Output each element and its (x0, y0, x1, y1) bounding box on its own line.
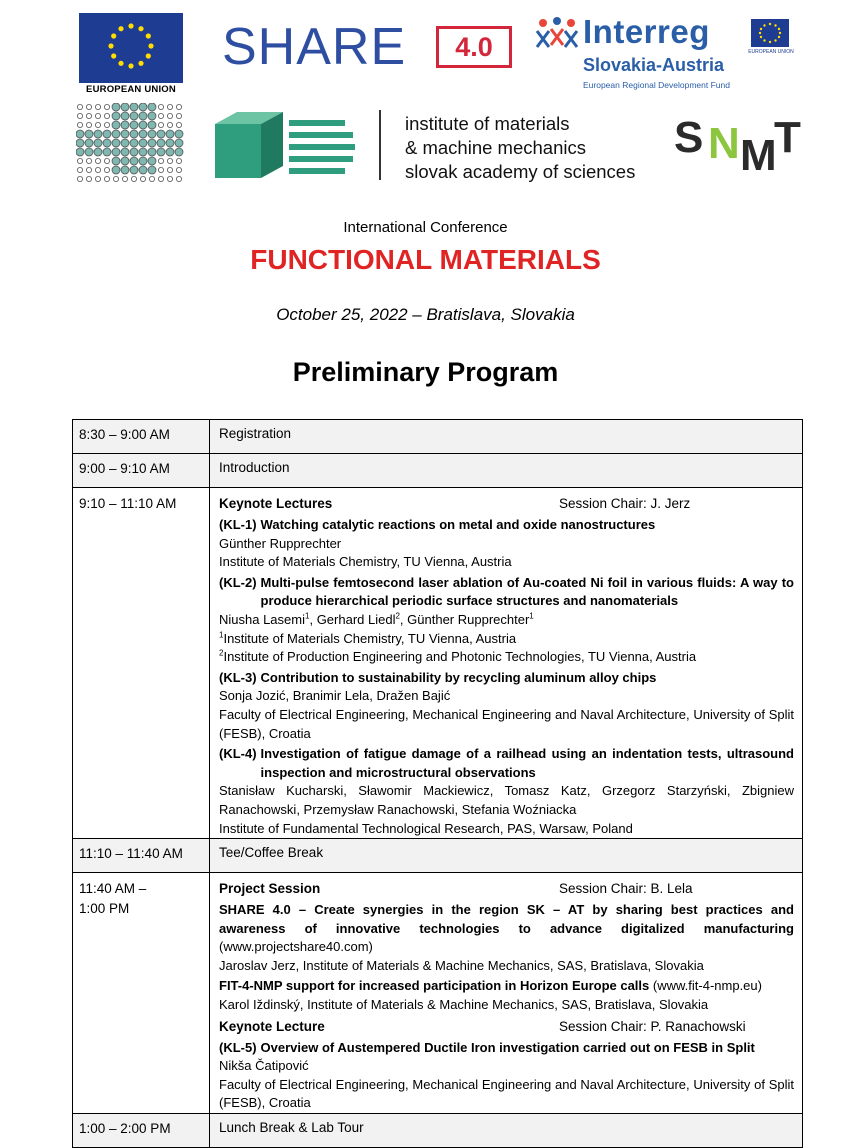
session-chair: Session Chair: P. Ranachowski (559, 1018, 746, 1034)
affil-mark: 2 (395, 611, 400, 621)
talk-title (219, 516, 794, 535)
session-title: Keynote Lecture (219, 1018, 325, 1034)
talk-url: (www.fit-4-nmp.eu) (652, 978, 762, 994)
table-row (73, 420, 803, 454)
table-row (73, 1114, 803, 1148)
program-table (72, 419, 803, 1148)
conference-title: FUNCTIONAL MATERIALS (250, 244, 601, 275)
time-line: 1:00 PM (79, 901, 130, 917)
time-cell: 11:10 – 11:40 AM (73, 839, 210, 873)
time-cell: 9:00 – 9:10 AM (73, 454, 210, 488)
talk-authors: Günther Rupprechter (219, 535, 342, 551)
talk-title (219, 901, 794, 957)
session-chair: Session Chair: B. Lela (559, 881, 693, 897)
content-cell (210, 488, 803, 839)
session-header (219, 879, 794, 899)
talk-title (219, 1039, 794, 1058)
talk-id: (KL-3) (219, 669, 257, 685)
institute-divider (379, 110, 381, 180)
affil-mark: 1 (219, 630, 224, 640)
table-row (73, 873, 803, 1114)
author: Niusha Lasemi (219, 611, 305, 627)
interreg-flag-caption: EUROPEAN UNION (748, 49, 794, 55)
time-line: 11:40 AM – (79, 881, 147, 897)
time-cell: 8:30 – 9:00 AM (73, 420, 210, 454)
conference-date: October 25, 2022 – Bratislava, Slovakia (276, 305, 575, 324)
snmt-logo (674, 113, 814, 183)
eu-logo (79, 13, 183, 95)
institute-line: slovak academy of sciences (405, 161, 636, 182)
talk-title-text: FIT-4-NMP support for increased participation in Horizon Europe calls (219, 978, 650, 994)
snmt-letter: T (774, 113, 801, 162)
time-cell: 9:10 – 11:10 AM (73, 488, 210, 839)
talk-title-text: Multi-pulse femtosecond laser ablation of Au-coated Ni foil in various fluids: A way to produce hierarchical periodic surface structures and nanomaterials (260, 574, 794, 609)
talk-title (219, 745, 794, 782)
talk-id: (KL-5) (219, 1039, 257, 1055)
affil-mark: 2 (219, 648, 224, 658)
eu-flag-icon (79, 13, 183, 83)
conference-label: International Conference (343, 219, 508, 236)
content-cell: Tee/Coffee Break (210, 839, 803, 873)
talk-title (219, 977, 794, 996)
talk-title-text: Investigation of fatigue damage of a railhead using an indentation tests, ultrasound inspection and microstructural observations (260, 746, 794, 780)
talk-authors: Karol Iždinský, Institute of Materials & Machine Mechanics, SAS, Bratislava, Slovakia (219, 997, 709, 1013)
table-row (73, 454, 803, 488)
share-badge: 4.0 (436, 26, 512, 68)
interreg-logo (535, 15, 795, 97)
affil-mark: 1 (529, 611, 534, 621)
talk-affiliation: Institute of Materials Chemistry, TU Vienna, Austria (219, 554, 512, 570)
talk-affiliation (219, 630, 794, 649)
time-cell (73, 873, 210, 1114)
talk-id: (KL-4) (219, 746, 257, 762)
share-word: SHARE (222, 18, 407, 76)
table-row (73, 839, 803, 873)
dots-logo-icon (76, 103, 186, 183)
interreg-word: Interreg (583, 13, 710, 50)
affil-text: Institute of Materials Chemistry, TU Vienna, Austria (223, 630, 517, 646)
talk-url: (www.projectshare40.com) (219, 939, 373, 955)
talk-title-text: Overview of Austempered Ductile Iron investigation carried out on FESB in Split (260, 1039, 755, 1055)
institute-name (405, 112, 635, 184)
talk-id: (KL-2) (219, 574, 257, 590)
snmt-letter: M (740, 131, 777, 180)
session-header (219, 494, 794, 514)
talk-title-text: Contribution to sustainability by recycling aluminum alloy chips (260, 669, 657, 685)
interreg-people-icon (535, 17, 579, 51)
snmt-letter: N (708, 119, 740, 168)
interreg-fund: European Regional Development Fund (583, 80, 730, 90)
affil-mark: 1 (305, 611, 310, 621)
content-cell: Introduction (210, 454, 803, 488)
talk-affiliation (219, 648, 794, 667)
author: Gerhard Liedl (316, 611, 396, 627)
eu-caption: EUROPEAN UNION (86, 84, 176, 95)
content-cell: Lunch Break & Lab Tour (210, 1114, 803, 1148)
author: Günther Rupprechter (407, 611, 530, 627)
talk-affiliation: Faculty of Electrical Engineering, Mechanical Engineering and Naval Architecture, University of Split (FESB), Croatia (219, 1076, 794, 1111)
session-title: Keynote Lectures (219, 496, 333, 511)
talk-authors: Jaroslav Jerz, Institute of Materials & Machine Mechanics, SAS, Bratislava, Slovakia (219, 957, 704, 973)
talk-title-text: Watching catalytic reactions on metal and oxide nanostructures (260, 517, 656, 532)
content-cell: Registration (210, 420, 803, 454)
institute-line: & machine mechanics (405, 137, 586, 158)
content-cell (210, 873, 803, 1114)
cube-logo-icon (213, 110, 355, 180)
share-logo (222, 18, 512, 76)
talk-affiliation: Institute of Fundamental Technological Research, PAS, Warsaw, Poland (219, 820, 633, 836)
interreg-eu-flag-icon (751, 19, 789, 47)
talk-affiliation: Faculty of Electrical Engineering, Mechanical Engineering and Naval Architecture, University of Split (FESB), Croatia (219, 706, 794, 741)
time-cell: 1:00 – 2:00 PM (73, 1114, 210, 1148)
talk-title (219, 669, 794, 688)
session-chair: Session Chair: J. Jerz (559, 496, 691, 511)
talk-authors: Sonja Jozić, Branimir Lela, Dražen Bajić (219, 688, 451, 704)
table-row (73, 488, 803, 839)
talk-id: (KL-1) (219, 517, 257, 532)
talk-authors: Stanisław Kucharski, Sławomir Mackiewicz, Tomasz Katz, Grzegorz Starzyński, Zbigniew Ranachowski, Przemysław Ranachowski, Stefania Woźniacka (219, 783, 794, 817)
program-title: Preliminary Program (292, 357, 559, 387)
session-header (219, 1017, 794, 1037)
institute-line: institute of materials (405, 113, 570, 134)
talk-authors: Niusha Lasemi$^1$, Gerhard Liedl$^2$, Günther Rupprechter$^1$ (219, 611, 534, 627)
talk-title-text: SHARE 4.0 – Create synergies in the region SK – AT by sharing best practices and awareness of innovative technologies to advance digitalized manufacturing (219, 902, 794, 936)
talk-title (219, 574, 794, 611)
session-title: Project Session (219, 881, 321, 897)
affil-text: Institute of Production Engineering and Photonic Technologies, TU Vienna, Austria (223, 649, 697, 665)
talk-authors: Nikša Čatipović (219, 1058, 309, 1074)
snmt-letter: S (674, 113, 704, 162)
interreg-subtitle: Slovakia-Austria (583, 55, 725, 75)
